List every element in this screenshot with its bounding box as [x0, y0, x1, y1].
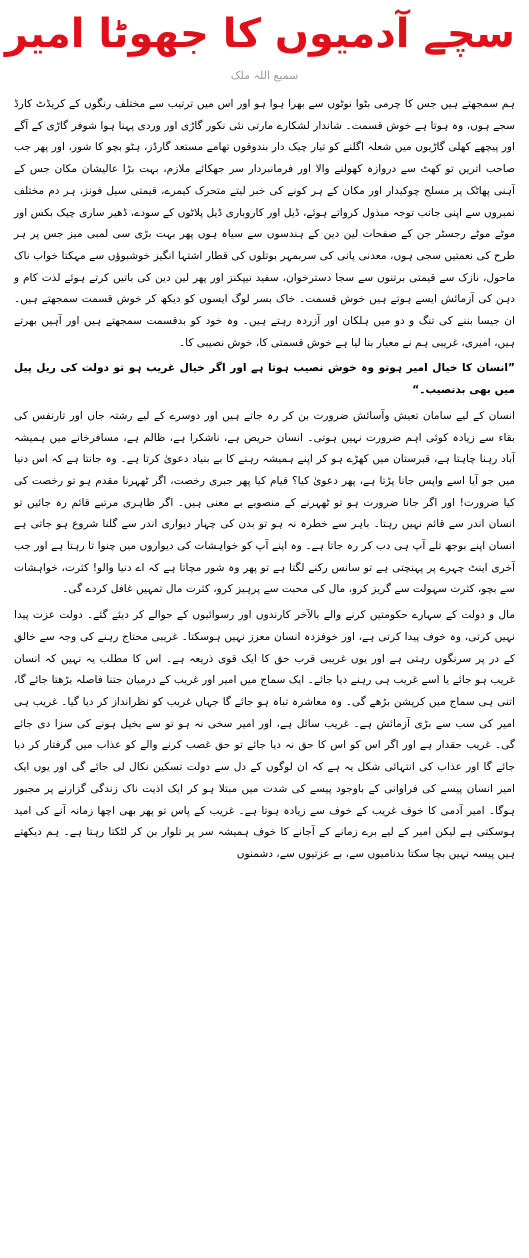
paragraph-1: ہم سمجھتے ہیں جس کا چرمی بٹوا نوٹوں سے بھرا ہوا ہو اور اس میں ترتیب سے مختلف رنگوں کے کریڈٹ کارڈ سجے ہوں، وہ ہوتا ہے خوش قسمت۔ شاندار لشکارے مارتی نئی نکور گاڑی اور وردی پہنا ہوا شوفر گاڑی کے آگے اور پیچھے کھلی گاڑیوں میں شعلہ اگلنے کو تیار چیک دار بندوقوں تھامے مستعد گارڈز، ہٹو بچو کا شور، اور پھر جب صاحب اتریں تو کھٹ سے دروازہ کھولنے والا اور فرمانبردار سر جھکائے ملازم، بہت بڑا عالیشان مکان جس کے آہنی پھاٹک پر مسلح چوکیدار اور مکان کے ہر کونے کی خبر لیتے متحرک کیمرے، قیمتی سیل فونز، ہر دم مختلف نمبروں سے اپنی جانب توجہ مبذول کرواتے ہوئے، ڈیل اور کاروباری ڈیل پلاٹوں کے سودے، ڈھیر ساری چیک بکس اور موٹے موٹے رجسٹر جن کے صفحات لین دین کے ہندسوں سے سیاہ ہوں پھر بہت بڑی سی لمبی میز جس پر ہر طرح کی نعمتیں سجی ہوں، معدنی پانی کی سربمہر بوتلوں کی قطار اشتہا انگیز خوشبوؤں سے مہکتا خواب ناک ماحول، نازک سے قیمتی برتنوں سے سجا دسترخوان، سفید نیپکنز اور پھر لین دین کی باتیں کرتے ہوئے لذت کام و دہن کی آزمائش ایسے ہوتے ہیں خوش قسمت۔ خاک بسر لوگ ایسوں کو دیکھ کر خوش قسمت سمجھتے ہیں۔ ان جیسا بننے کی تنگ و دو میں ہلکان اور آزردہ رہتے ہیں۔ وہ خود کو بدقسمت سمجھتے ہیں اور آہیں بھرتے ہیں، امیری، غریبی ہم نے معیار بنا لیا ہے خوش قسمتی کا، خوش نصیبی کا۔ — [14, 98, 515, 349]
article-body — [14, 94, 515, 866]
article-title: سچے آدمیوں کا جھوٹا امیر — [4, 11, 515, 57]
paragraph-2: انسان کے لیے سامان تعیش وآسائش ضرورت بن کر رہ جاتے ہیں اور دوسرے کے لیے رشتہ جاں اور تارنفس کی بقاء سے زیادہ کوئی اہم ضرورت نہیں ہوتی۔ انسان حریص ہے، ناشکرا ہے، ظالم ہے، مسافرخانے میں ہمیشہ آباد رہنا چاہتا ہے، قبرستان میں کھڑے ہو کر اپنے ہمیشہ رہنے کا بے بنیاد دعویٰ کرتا ہے۔ وہ جانتا ہے کہ اس دنیا میں جو آیا اسے واپس جانا پڑتا ہے، پھر دعویٰ کیا؟ قیام کیا پھر جبری رخصت، اگر ٹھہرنا مقدم ہو تو رخصت کی کیا ضرورت! اور اگر جانا ضرورت ہو تو ٹھہرنے کے منصوبے بے معنی ہیں۔ اگر ظاہری مرتبے قائم رہ جائیں تو انسان اندر سے قائم نہیں رہتا۔ باہر سے خطرہ نہ ہو تو بدن کی چہار دیواری اندر سے گلنا شروع ہو جاتی ہے انسان اپنے بوجھ تلے آپ ہی دب کر رہ جاتا ہے۔ وہ اپنے آپ کو خواہشات کی دیواروں میں چنوا تا رہتا ہے اور جب آخری اینٹ چہرے پر پہنچتی ہے تو سانس رکنے لگتا ہے تو پھر وہ شور مچاتا ہے کہ اے دنیا والو! کثرت، خواہشات سے بچو، کثرت سہولت سے گریز کرو، مال کی محبت سے پرہیز کرو، کثرت مال تمہیں غافل کردے گی۔ — [14, 409, 515, 596]
paragraph-3: مال و دولت کے سہارے حکومتیں کرنے والے بالآخر کارندوں اور رسوائیوں کے حوالے کر دیئے گئے۔ دولت عزت پیدا نہیں کرتی، وہ خوف پیدا کرتی ہے، اور خوفزدہ انسان معزز نہیں ہوسکتا۔ غریبی محتاج رہنے کی وجہ سے خالق کے در پر سرنگوں رہتی ہے اور یوں غریبی قرب حق کا ایک قوی ذریعہ ہے۔ اس کا مطلب یہ نہیں کہ انسان غریب ہو جائے یا اسے غریب ہی رہنے دیا جائے۔ ایک سماج میں امیر اور غریب کے درمیان جتنا فاصلہ بڑھتا جائے گا، اتنی ہی سماج میں کرپشن بڑھے گی۔ وہ معاشرہ تباہ ہو جائے گا جہاں غریب کو نظرانداز کر دیا گیا۔ غریب ہی امیر کی سب سے بڑی آزمائش ہے۔ غریب سائل ہے، اور امیر سخی نہ ہو تو سے بخیل ہونے کی سزا دی جائے گی۔ غریب حقدار ہے اور اگر اس کو اس کا حق نہ دیا جائے تو حق غصب کرنے والے کو عذاب میں گرفتار کر دیا جائے گا اور عذاب کی انتہائی شکل یہ ہے کہ ان لوگوں کے دل سے دولت تسکین نکال لی جائے گی اور یوں ایک امیر انسان پیسے کی فراوانی کے باوجود پیسے کی شدت میں مبتلا ہو کر ایک اذیت ناک زندگی گزارنے پر مجبور ہوگا۔ امیر آدمی کا خوف غریب کے خوف سے زیادہ ہوتا ہے۔ غریب کے پاس تو پھر بھی اچھا زمانہ آنے کی امید ہوسکتی ہے لیکن امیر کے لیے برے زمانے کے آجانے کا خوف ہمیشہ سر پر تلوار بن کر لٹکتا رہتا ہے۔ ہم دیکھتے ہیں پیسہ نہیں بچا سکتا بدنامیوں سے، بے عزتیوں سے، دشمنوں — [14, 609, 515, 860]
paragraph-quote: ”انسان کا خیال امیر ہوتو وہ خوش نصیب ہوتا ہے اور اگر خیال غریب ہو تو دولت کی ریل پیل میں بھی بدنصیب۔“ — [14, 362, 515, 397]
author-byline: سمیع اللہ ملک — [230, 69, 299, 82]
